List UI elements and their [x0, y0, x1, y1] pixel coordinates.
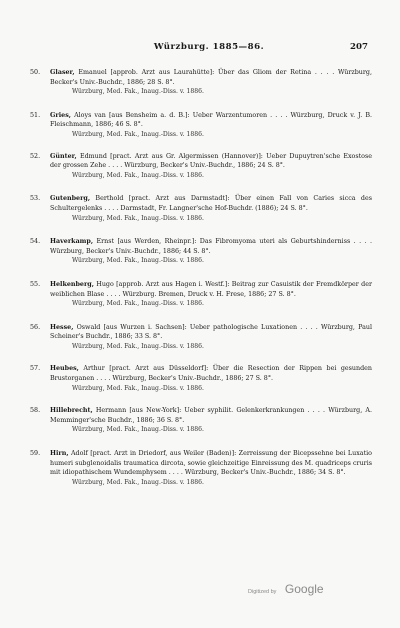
entry-citation — [50, 323, 372, 342]
entry-author: Gutenberg, — [50, 195, 91, 203]
entry-citation — [50, 68, 372, 87]
entry-author: Gries, — [50, 111, 71, 119]
entry-text: Emanuel [approb. Arzt aus Laurahütte]: Über das Gliom der Retina . . . . Würzburg, Becker's Univ.-Buchdr., 1886; 28 S. 8°. — [50, 69, 372, 86]
entry-citation — [50, 111, 372, 130]
entry-faculty: Würzburg, Med. Fak., Inaug.-Diss. v. 1886. — [72, 384, 204, 392]
entry-citation — [50, 406, 372, 425]
entry-faculty: Würzburg, Med. Fak., Inaug.-Diss. v. 1886. — [72, 214, 204, 222]
dissertation-list — [30, 68, 372, 487]
list-item — [30, 237, 372, 266]
entry-text: Adolf [pract. Arzt in Driedorf, aus Weiler (Baden)]: Zerreissung der Bicepssehne bei Luxatio humeri subglenoidalis traumatica dircota, sowie gleichzeitige Einreissung des M. quadriceps cruris mit idiopathischem Wundemphysem . . . . Würzburg, Becker's Univ.-Buchdr., 1886; 34 S. 8°. — [50, 450, 372, 477]
entry-author: Helkenberg, — [50, 280, 94, 288]
list-item — [30, 323, 372, 352]
list-item — [30, 194, 372, 223]
entry-number: 55. — [30, 280, 41, 288]
entry-text: Edmund [pract. Arzt aus Gr. Algermissen (Hannover)]: Ueber Dupuytren'sche Exostose der grossen Zehe . . . . Würzburg, Becker's Univ.-Buchdr., 1886; 24 S. 8°. — [50, 152, 372, 170]
header-title: Würzburg. 1885—86. — [153, 42, 265, 52]
entry-author: Glaser, — [50, 69, 75, 76]
entry-text: Hermann [aus New-York]: Ueber syphilit. Gelenkerkrankungen . . . . Würzburg, A. Memminger'sche Buchdr., 1886; 36 S. 8°. — [50, 407, 372, 424]
entry-text: Arthur [pract. Arzt aus Düsseldorf]: Über die Resection der Rippen bei gesunden Brustorganen . . . . Würzburg, Becker's Univ.-Buchdr., 1886; 27 S. 8°. — [50, 365, 372, 383]
entry-author: Günter, — [50, 152, 77, 160]
entry-author: Hesse, — [50, 323, 74, 331]
google-logo: Google — [284, 582, 324, 596]
entry-number: 57. — [30, 365, 41, 373]
list-item — [30, 111, 372, 140]
watermark-caption: Digitized by — [248, 589, 277, 595]
entry-number: 59. — [30, 450, 41, 458]
entry-number: 51. — [30, 111, 41, 119]
entry-number: 50. — [30, 69, 41, 76]
entry-text: Oswald [aus Wurzen i. Sachsen]: Ueber pathologische Luxationen . . . . Würzburg, Paul Scheiner's Buchdr., 1886; 33 S. 8°. — [50, 323, 372, 341]
list-item — [30, 152, 372, 181]
entry-faculty: Würzburg, Med. Fak., Inaug.-Diss. v. 1886. — [72, 88, 204, 96]
entry-author: Haverkamp, — [50, 238, 94, 246]
entry-author: Hirn, — [50, 450, 69, 458]
entry-faculty: Würzburg, Med. Fak., Inaug.-Diss. v. 1886. — [72, 478, 204, 486]
entry-number: 52. — [30, 152, 41, 160]
entry-faculty: Würzburg, Med. Fak., Inaug.-Diss. v. 1886. — [72, 130, 204, 138]
entry-text: Hugo [approb. Arzt aus Hagen i. Westf.]: Beitrag zur Casuistik der Fremdkörper der weiblichen Blase . . . . Würzburg. Bremen, Druck v. H. Frese, 1886; 27 S. 8°. — [50, 280, 372, 298]
entry-faculty: Würzburg, Med. Fak., Inaug.-Diss. v. 1886. — [72, 171, 204, 179]
entry-faculty: Würzburg, Med. Fak., Inaug.-Diss. v. 1886. — [72, 300, 204, 308]
running-header — [50, 42, 368, 56]
entry-faculty: Würzburg, Med. Fak., Inaug.-Diss. v. 1886. — [72, 426, 204, 434]
entry-text: Aloys van [aus Bensheim a. d. B.]: Ueber Warzentumoren . . . . Würzburg, Druck v. J. B. Fleischmann, 1886; 46 S. 8°. — [50, 111, 372, 129]
list-item — [30, 280, 372, 309]
entry-number: 58. — [30, 407, 41, 415]
entry-text: Berthold [pract. Arzt aus Darmstadt]: Über einen Fall von Caries sicca des Schultergelenks . . . . Darmstadt, Fr. Langner'sche Hof-Buchdr. (1886); 24 S. 8°. — [50, 195, 372, 212]
list-item — [30, 364, 372, 393]
entry-citation — [50, 152, 372, 171]
entry-citation — [50, 237, 372, 256]
entry-citation — [50, 280, 372, 299]
page-number: 207 — [350, 42, 368, 52]
entry-faculty: Würzburg, Med. Fak., Inaug.-Diss. v. 1886. — [72, 257, 204, 265]
entry-citation — [50, 449, 372, 478]
list-item — [30, 406, 372, 435]
entry-text: Ernst [aus Werden, Rheinpr.]: Das Fibromyoma uteri als Geburtshinderniss . . . . Würzburg, Becker's Univ.-Buchdr., 1886; 44 S. 8°. — [50, 238, 372, 255]
digitization-watermark — [248, 580, 324, 598]
entry-citation — [50, 364, 372, 383]
entry-faculty: Würzburg, Med. Fak., Inaug.-Diss. v. 1886. — [72, 342, 204, 350]
entry-author: Hillebrecht, — [50, 407, 93, 415]
list-item — [30, 68, 372, 97]
entry-citation — [50, 194, 372, 213]
entry-number: 56. — [30, 323, 41, 331]
list-item — [30, 449, 372, 487]
entry-number: 54. — [30, 238, 41, 246]
entry-author: Heubes, — [50, 365, 79, 373]
entry-number: 53. — [30, 195, 41, 203]
